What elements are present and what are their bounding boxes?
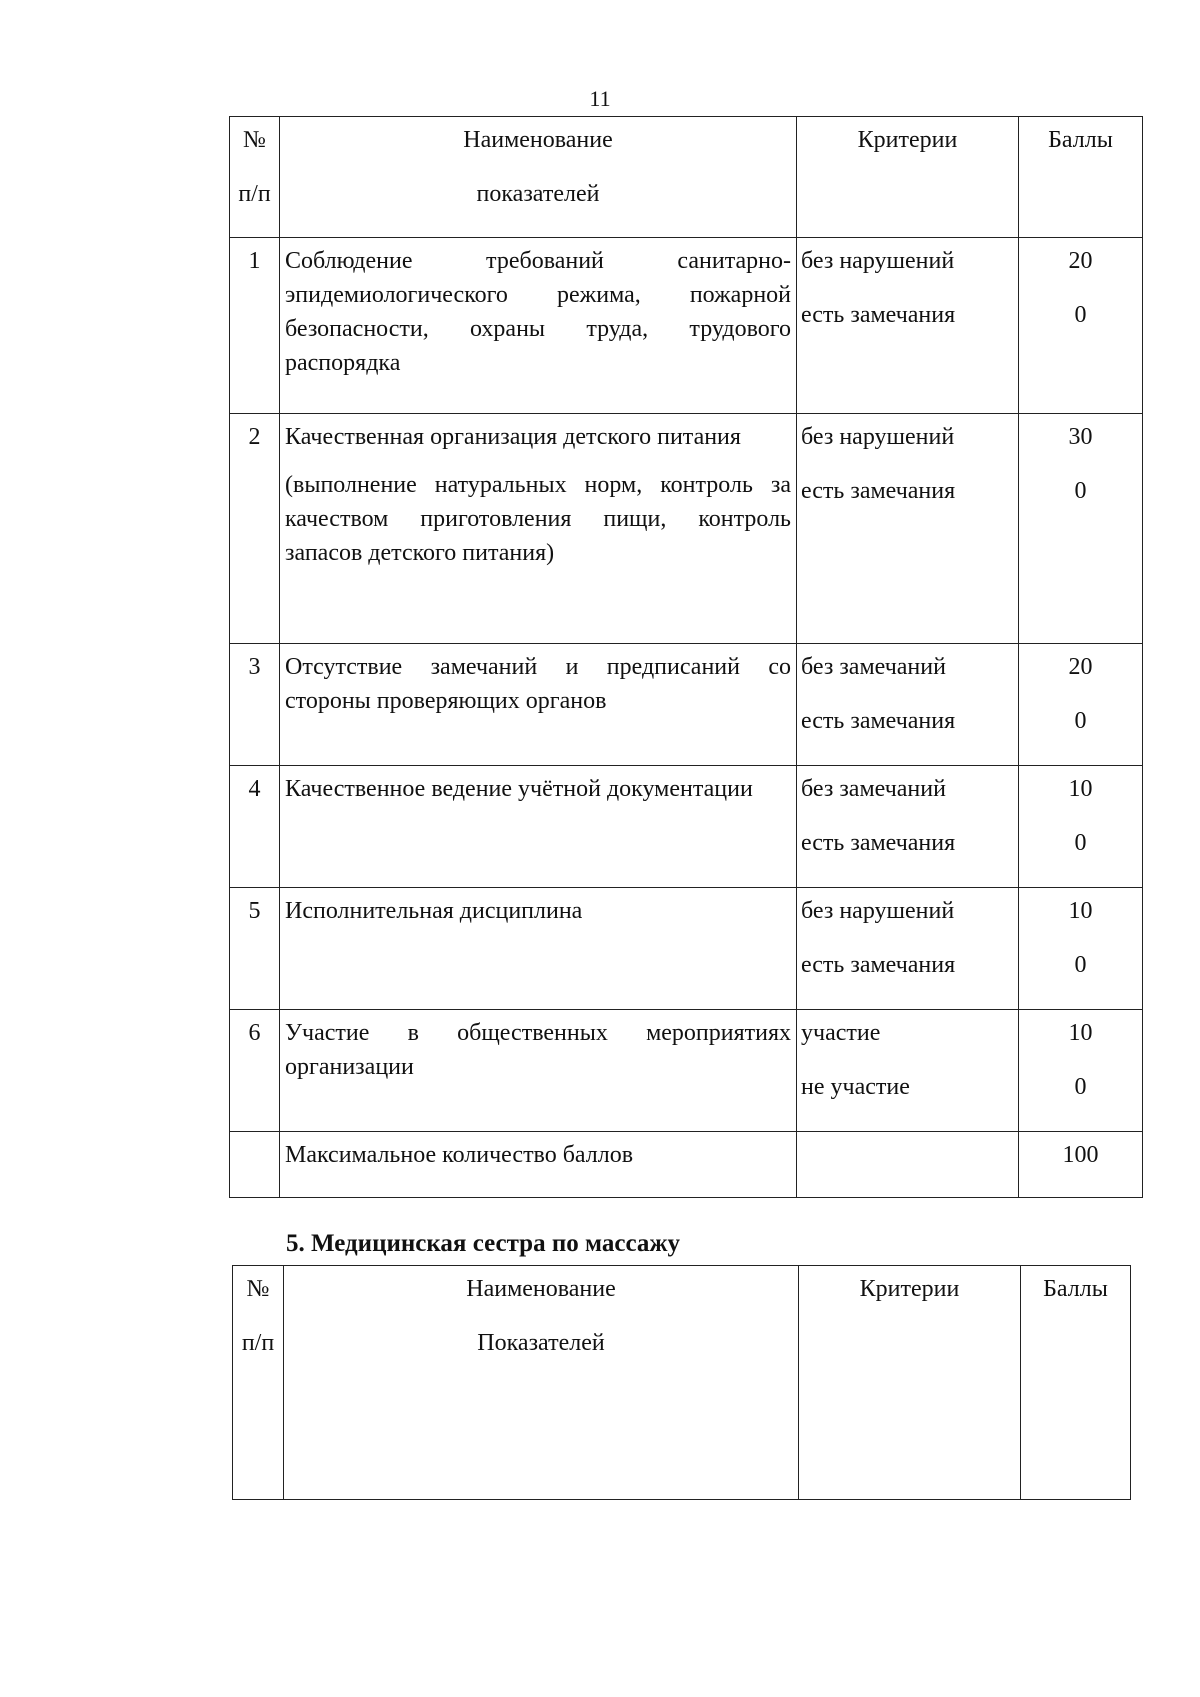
header-points: Баллы bbox=[1021, 1266, 1131, 1500]
indicator-name: Исполнительная дисциплина bbox=[280, 888, 797, 1010]
points-cell bbox=[1019, 1010, 1143, 1132]
points-2: 0 bbox=[1074, 830, 1087, 856]
header-points: Баллы bbox=[1019, 117, 1143, 238]
indicator-name: Участие в общественных мероприятиях организации bbox=[280, 1010, 797, 1132]
total-points: 100 bbox=[1019, 1132, 1143, 1198]
row-number: 3 bbox=[230, 644, 280, 766]
header-name bbox=[284, 1266, 799, 1500]
header-name-line1: Наименование bbox=[463, 127, 613, 153]
header-name bbox=[280, 117, 797, 238]
criteria-1: без нарушений bbox=[801, 898, 955, 924]
criteria-2: есть замечания bbox=[801, 708, 956, 734]
indicator-name: Качественное ведение учётной документации bbox=[280, 766, 797, 888]
massage-nurse-table bbox=[232, 1265, 1131, 1500]
points-cell bbox=[1019, 414, 1143, 644]
criteria-2: есть замечания bbox=[801, 478, 956, 504]
points-1: 10 bbox=[1068, 776, 1093, 802]
table-row bbox=[230, 766, 1143, 888]
page-number: 11 bbox=[589, 86, 611, 111]
header-criteria: Критерии bbox=[797, 117, 1019, 238]
total-label: Максимальное количество баллов bbox=[280, 1132, 797, 1198]
points-1: 30 bbox=[1068, 424, 1093, 450]
points-1: 10 bbox=[1068, 1020, 1093, 1046]
header-num-line1: № bbox=[246, 1276, 270, 1302]
points-2: 0 bbox=[1074, 952, 1087, 978]
header-num bbox=[233, 1266, 284, 1500]
row-number: 1 bbox=[230, 238, 280, 414]
criteria-1: без замечаний bbox=[801, 776, 946, 802]
table-row bbox=[230, 644, 1143, 766]
table-row bbox=[230, 888, 1143, 1010]
indicators-table bbox=[229, 116, 1143, 1198]
criteria-cell bbox=[797, 1010, 1019, 1132]
total-num-empty bbox=[230, 1132, 280, 1198]
points-2: 0 bbox=[1074, 708, 1087, 734]
header-name-line2: Показателей bbox=[477, 1330, 605, 1356]
indicator-note: (выполнение натуральных норм, контроль за качеством приготовления пищи, контроль запасов детского питания) bbox=[285, 472, 791, 566]
points-cell bbox=[1019, 766, 1143, 888]
criteria-1: без нарушений bbox=[801, 424, 955, 450]
total-row bbox=[230, 1132, 1143, 1198]
header-num bbox=[230, 117, 280, 238]
criteria-cell bbox=[797, 414, 1019, 644]
criteria-2: есть замечания bbox=[801, 952, 956, 978]
indicator-name: Качественная организация детского питания bbox=[285, 424, 741, 450]
row-number: 6 bbox=[230, 1010, 280, 1132]
criteria-1: участие bbox=[801, 1020, 881, 1046]
indicator-name: Соблюдение требований санитарно-эпидемиологического режима, пожарной безопасности, охраны труда, трудового распорядка bbox=[280, 238, 797, 414]
indicator-name: Отсутствие замечаний и предписаний со стороны проверяющих органов bbox=[280, 644, 797, 766]
criteria-cell bbox=[797, 238, 1019, 414]
table-row bbox=[230, 1010, 1143, 1132]
criteria-2: не участие bbox=[801, 1074, 910, 1100]
header-num-line2: п/п bbox=[241, 1330, 275, 1356]
points-2: 0 bbox=[1074, 302, 1087, 328]
criteria-cell bbox=[797, 766, 1019, 888]
header-num-line1: № bbox=[243, 127, 266, 153]
criteria-cell bbox=[797, 888, 1019, 1010]
section-title: 5. Медицинская сестра по массажу bbox=[286, 1230, 680, 1257]
criteria-2: есть замечания bbox=[801, 302, 956, 328]
header-name-line1: Наименование bbox=[466, 1276, 616, 1302]
points-1: 10 bbox=[1068, 898, 1093, 924]
points-1: 20 bbox=[1068, 654, 1093, 680]
row-number: 4 bbox=[230, 766, 280, 888]
total-criteria-empty bbox=[797, 1132, 1019, 1198]
points-2: 0 bbox=[1074, 478, 1087, 504]
table-header-row bbox=[233, 1266, 1131, 1500]
criteria-cell bbox=[797, 644, 1019, 766]
table-header-row bbox=[230, 117, 1143, 238]
table-row bbox=[230, 238, 1143, 414]
points-cell bbox=[1019, 888, 1143, 1010]
header-num-line2: п/п bbox=[238, 181, 271, 207]
points-2: 0 bbox=[1074, 1074, 1087, 1100]
header-name-line2: показателей bbox=[476, 181, 600, 207]
points-1: 20 bbox=[1068, 248, 1093, 274]
criteria-1: без нарушений bbox=[801, 248, 955, 274]
row-number: 5 bbox=[230, 888, 280, 1010]
criteria-1: без замечаний bbox=[801, 654, 946, 680]
indicator-name-cell bbox=[280, 414, 797, 644]
table-row bbox=[230, 414, 1143, 644]
points-cell bbox=[1019, 644, 1143, 766]
criteria-2: есть замечания bbox=[801, 830, 956, 856]
points-cell bbox=[1019, 238, 1143, 414]
row-number: 2 bbox=[230, 414, 280, 644]
header-criteria: Критерии bbox=[799, 1266, 1021, 1500]
